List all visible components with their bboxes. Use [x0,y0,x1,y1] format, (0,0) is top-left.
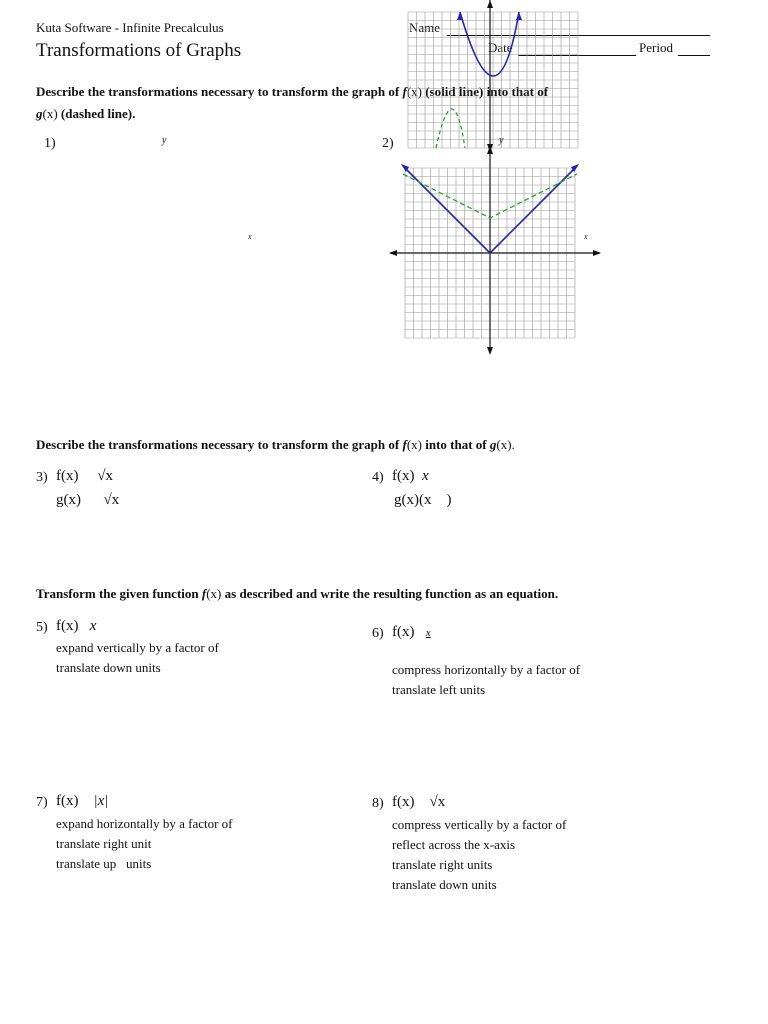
section1-instruction-line2: g(x) (dashed line). [36,106,136,121]
problem-4-number: 4) [372,470,384,485]
problem-3-number: 3) [36,470,48,485]
name-label: Name [409,20,441,35]
problem-8-steps: compress vertically by a factor of reflect across the x-axis translate right units translate down units [392,817,567,892]
section3-instruction: Transform the given function f(x) as described and write the resulting function as an equation. [36,586,559,601]
problem-2-number: 2) [382,136,394,151]
problem-7-f: f(x) |x| [56,793,109,809]
problem-2-x-label: x [584,232,588,241]
problem-3-g: g(x) √x [56,492,120,508]
graph-2 [395,148,595,358]
problem-8-f: f(x) √x [392,794,446,810]
problem-5-f: f(x) x [56,618,97,634]
problem-1-number: 1) [44,136,56,151]
period-label: Period [639,40,673,55]
problem-1-y-label: y [162,135,167,146]
problem-5-number: 5) [36,620,48,635]
problem-5-steps: expand vertically by a factor of translate down units [56,640,219,675]
section1-instruction-line1: Describe the transformations necessary to transform the graph of f(x) (solid line) into that of [36,84,549,99]
section2-instruction: Describe the transformations necessary to transform the graph of f(x) into that of g(x). [36,437,515,452]
problem-8-number: 8) [372,796,384,811]
page-title: Transformations of Graphs [36,40,242,61]
problem-3-f: f(x) √x [56,468,113,484]
problem-4-g: g(x)(x ) [394,492,452,508]
problem-6-steps: compress horizontally by a factor of translate left units [392,662,581,697]
problem-1-x-label: x [248,232,252,241]
problem-4-f: f(x) x [392,468,429,484]
software-name: Kuta Software - Infinite Precalculus [36,20,224,35]
problem-6-f: f(x) x [392,624,431,640]
period-field[interactable] [678,55,710,56]
problem-7-steps: expand horizontally by a factor of translate right unit translate up units [56,816,233,871]
date-label: Date [488,40,513,55]
problem-7-number: 7) [36,795,48,810]
problem-2-y-label: y [499,135,504,146]
problem-6-number: 6) [372,626,384,641]
graph-1 [405,0,580,150]
